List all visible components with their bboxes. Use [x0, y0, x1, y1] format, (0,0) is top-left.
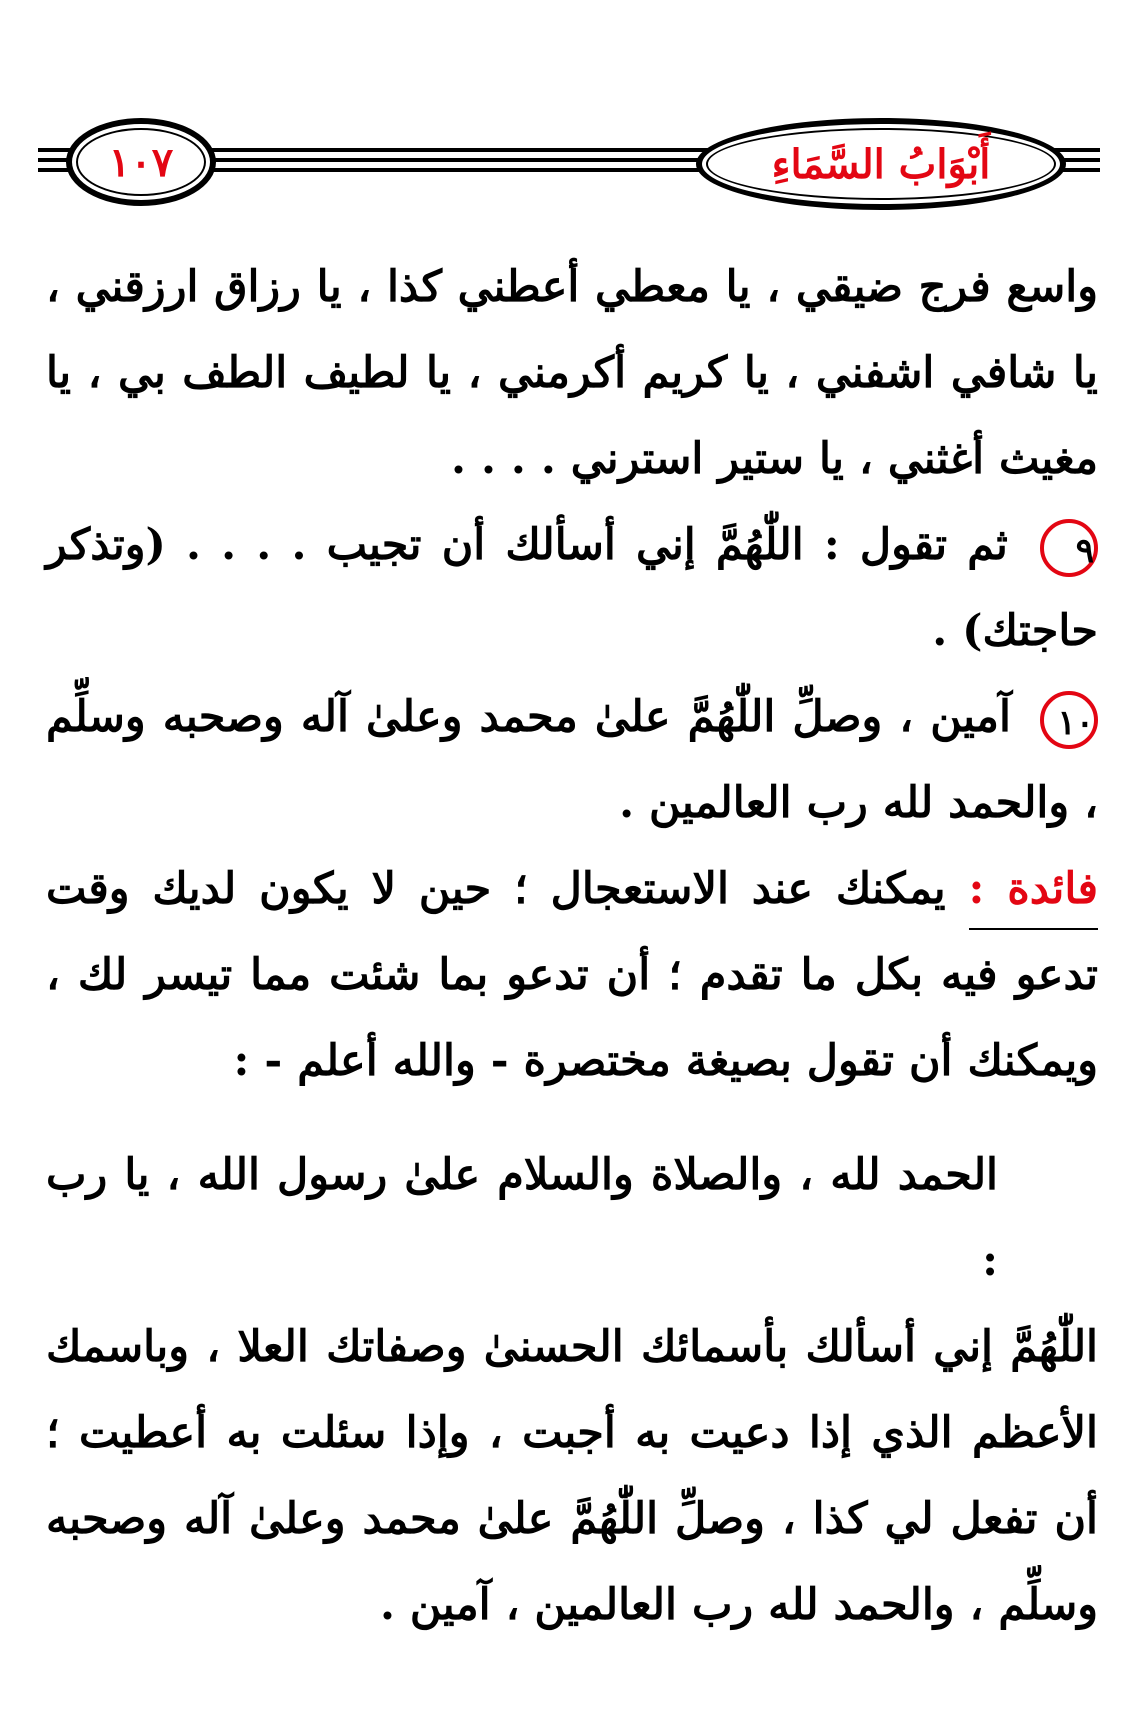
book-title-oval [696, 118, 1066, 210]
short-prayer [46, 1132, 1098, 1648]
paragraph-continuation: واسع فرج ضيقي ، يا معطي أعطني كذا ، يا رزاق ارزقني ، يا شافي اشفني ، يا كريم أكرمني ، يا لطيف الطف بي ، يا مغيث أغثني ، يا ستير استرني . . . . [46, 262, 1098, 484]
note-paragraph [46, 846, 1098, 1104]
prayer-first-line: الحمد لله ، والصلاة والسلام علىٰ رسول الله ، يا رب : [46, 1150, 998, 1286]
page-number-oval [66, 118, 216, 206]
item-10 [46, 674, 1098, 846]
item-number-badge: ٩ [1040, 519, 1098, 577]
book-title: أَبْوَابُ السَّمَاءِ [771, 140, 991, 188]
page-body [46, 244, 1098, 1648]
page-header [0, 0, 1132, 220]
note-text: يمكنك عند الاستعجال ؛ حين لا يكون لديك وقت تدعو فيه بكل ما تقدم ؛ أن تدعو بما شئت مما تيسر لك ، ويمكنك أن تقول بصيغة مختصرة - والله أعلم - : [46, 864, 1098, 1086]
prayer-text: اللّٰهُمَّ إني أسألك بأسمائك الحسنىٰ وصفاتك العلا ، وباسمك الأعظم الذي إذا دعيت به أجبت ، وإذا سئلت به أعطيت ؛ أن تفعل لي كذا ، وصلِّ اللّٰهُمَّ علىٰ محمد وعلىٰ آله وصحبه وسلِّم ، والحمد لله رب العالمين ، آمين . [46, 1322, 1098, 1630]
item-9-text: ثم تقول : اللّٰهُمَّ إني أسألك أن تجيب . . . . (وتذكر حاجتك) . [46, 520, 1098, 656]
page-number: ١٠٧ [108, 138, 174, 186]
item-10-text: آمين ، وصلِّ اللّٰهُمَّ علىٰ محمد وعلىٰ آله وصحبه وسلِّم ، والحمد لله رب العالمين . [46, 692, 1098, 828]
item-number-badge: ١٠ [1040, 691, 1098, 749]
item-9 [46, 502, 1098, 674]
note-label: فائدة : [969, 864, 1098, 930]
